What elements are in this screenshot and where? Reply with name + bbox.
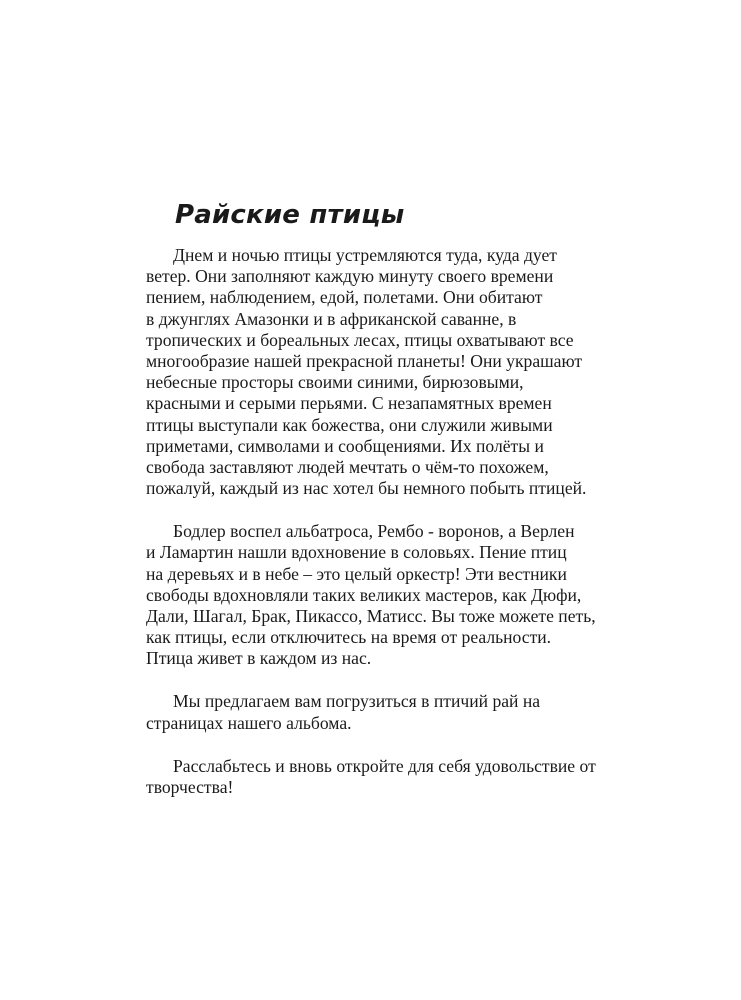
text-line: небесные просторы своими синими, бирюзовыми,: [146, 372, 524, 393]
text-line: Расслабьтесь и вновь откройте для себя удовольствие от: [173, 755, 596, 776]
text-line: тропических и бореальных лесах, птицы охватывают все: [146, 329, 574, 350]
text-line: Бодлер воспел альбатроса, Рембо - воронов, а Верлен: [173, 521, 575, 542]
text-line: творчества!: [146, 776, 234, 797]
text-line: страницах нашего альбома.: [146, 712, 352, 733]
paragraph-spacer: [146, 670, 616, 692]
body-text: [146, 245, 616, 798]
text-line: Мы предлагаем вам погрузиться в птичий рай на: [173, 691, 541, 712]
text-line: в джунглях Амазонки и в африканской саванне, в: [146, 308, 517, 329]
text-line: свобода заставляют людей мечтать о чём-то похожем,: [146, 457, 549, 478]
text-line: Днем и ночью птицы устремляются туда, куда дует: [173, 245, 557, 265]
text-line: птицы выступали как божества, они служили живыми: [146, 414, 553, 435]
paragraph-3: [146, 691, 616, 733]
text-line: многообразие нашей прекрасной планеты! Они украшают: [146, 351, 583, 372]
text-line: ветер. Они заполняют каждую минуту своего времени: [146, 266, 554, 287]
text-line: пением, наблюдением, едой, полетами. Они обитают: [146, 287, 543, 308]
text-line: Птица живет в каждом из нас.: [146, 648, 372, 669]
paragraph-spacer: [146, 734, 616, 756]
text-line: свободы вдохновляли таких великих мастеров, как Дюфи,: [146, 584, 582, 605]
paragraph-4: [146, 756, 616, 798]
text-line: как птицы, если отключитесь на время от реальности.: [146, 627, 552, 648]
text-line: Дали, Шагал, Брак, Пикассо, Матисс. Вы тоже можете петь,: [146, 606, 596, 627]
text-line: красными и серыми перьями. С незапамятных времен: [146, 393, 552, 414]
paragraph-1: [146, 245, 616, 499]
text-line: и Ламартин нашли вдохновение в соловьях. Пение птиц: [146, 542, 567, 563]
paragraph-2: [146, 521, 616, 669]
page-title: Райские птицы: [175, 200, 405, 230]
text-line: на деревьях и в небе – это целый оркестр! Эти вестники: [146, 563, 567, 584]
text-line: приметами, символами и сообщениями. Их полёты и: [146, 435, 544, 456]
paragraph-spacer: [146, 499, 616, 521]
text-line: пожалуй, каждый из нас хотел бы немного побыть птицей.: [146, 478, 587, 499]
